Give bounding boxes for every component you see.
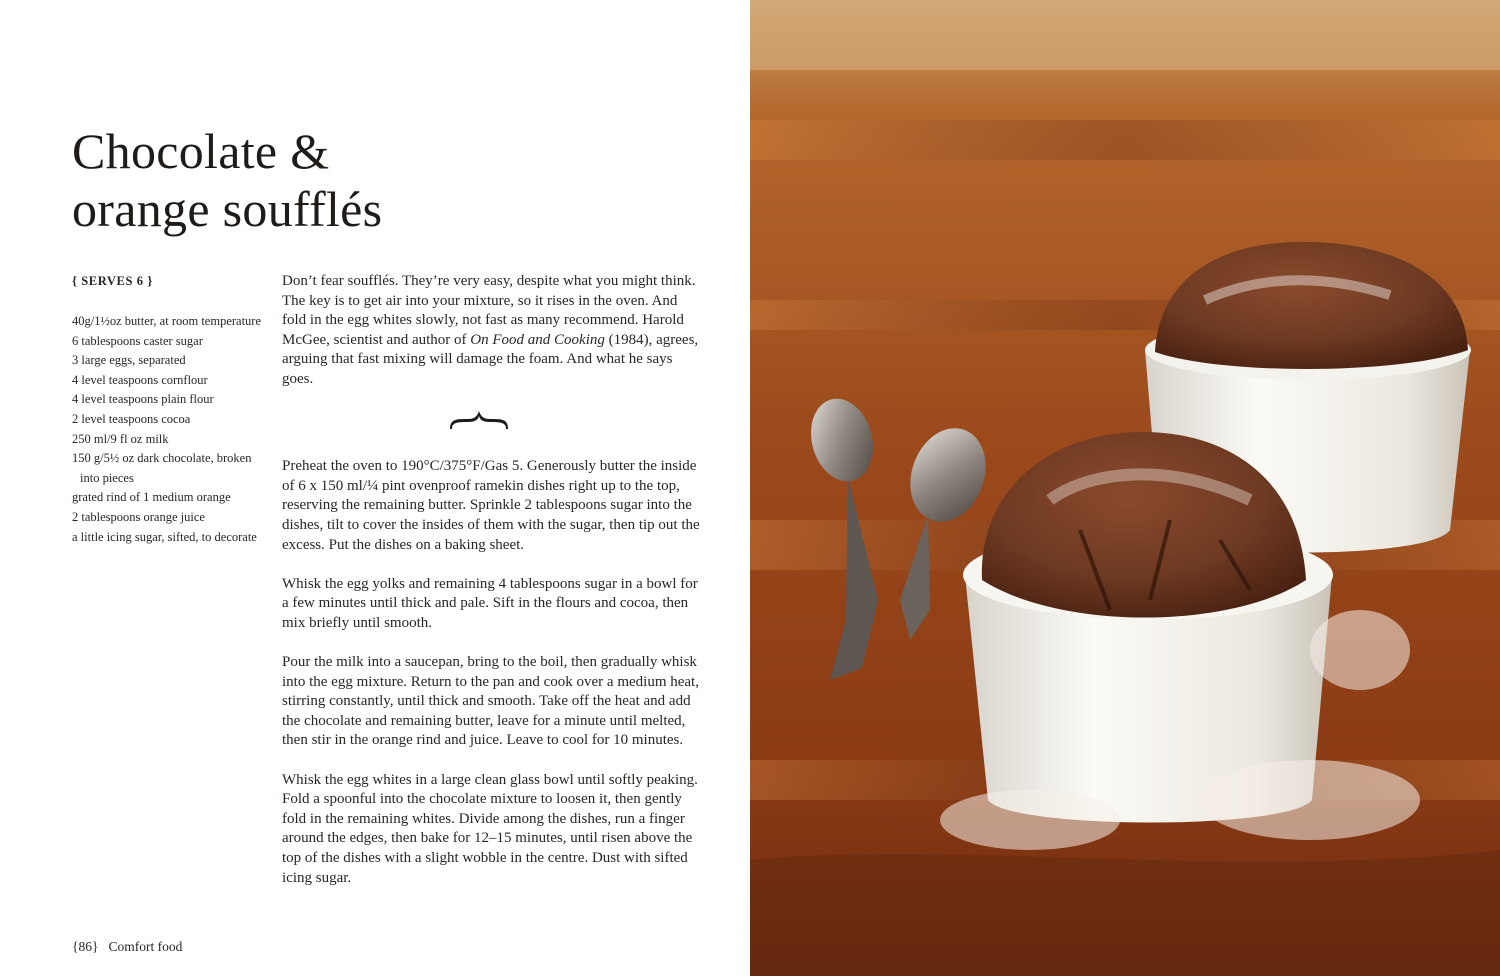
ingredient-item: a little icing sugar, sifted, to decorate (72, 529, 257, 544)
ingredient-item: grated rind of 1 medium orange (72, 490, 231, 505)
recipe-title (72, 122, 382, 238)
serves-label: { SERVES 6 } (72, 274, 153, 288)
method-step: Whisk the egg yolks and remaining 4 tablespoons sugar in a bowl for a few minutes until thick and pale. Sift in the flours and cocoa, then mix briefly until smooth. (282, 575, 698, 631)
section-name: Comfort food (108, 939, 183, 954)
ingredient-item: 40g/1½oz butter, at room temperature (72, 314, 262, 328)
ingredient-item: 250 ml/9 fl oz milk (72, 431, 169, 446)
method-step: Whisk the egg whites in a large clean glass bowl until softly peaking. Fold a spoonful into the chocolate mixture to loosen it, then gently fold in the remaining whites. Divide among the dishes, run a finger around the edges, then bake for 12–15 minutes, until risen above the top of the dishes with a slight wobble in the centre. Dust with sifted icing sugar. (282, 771, 698, 886)
intro-text-1: Don’t fear soufflés. They’re very easy, despite what you might think. The key is to get air into your mixture, so it rises in the oven. And fold in the egg whites slowly, not fast as many recommend. Harold McGee, scientist and author of (282, 273, 696, 348)
page-number: {86} (72, 939, 99, 954)
ingredient-item: 150 g/5½ oz dark chocolate, broken into pieces (72, 451, 252, 485)
ingredient-item: 2 level teaspoons cocoa (72, 411, 191, 426)
method-step: Pour the milk into a saucepan, bring to the boil, then gradually whisk into the egg mixture. Return to the pan and cook over a medium heat, stirring constantly, until thick and smooth. Take off the heat and add the chocolate and remaining butter, leave for a minute until melted, then stir in the orange rind and juice. Leave to cool for 10 minutes. (282, 654, 699, 749)
title-line-1: Chocolate & (72, 123, 330, 179)
book-title: On Food and Cooking (470, 331, 605, 348)
intro-text-2: (1984), agrees, arguing that fast mixing will damage the foam. And what he says goes. (282, 331, 699, 387)
ingredient-item: 4 level teaspoons plain flour (72, 392, 214, 407)
title-line-2: orange soufflés (72, 181, 383, 237)
recipe-body (282, 272, 702, 908)
intro-paragraph (282, 272, 702, 390)
ingredients-list (72, 312, 262, 547)
souffle-photo (750, 0, 1500, 976)
ingredient-item: 3 large eggs, separated (72, 353, 186, 368)
ornament-brace-icon (448, 409, 510, 433)
ingredient-item: 4 level teaspoons cornflour (72, 372, 208, 387)
ingredient-item: 6 tablespoons caster sugar (72, 333, 203, 348)
page-footer (72, 939, 182, 955)
method-step: Preheat the oven to 190°C/375°F/Gas 5. Generously butter the inside of 6 x 150 ml/¼ pint ovenproof ramekin dishes right up to the top, reserving the remaining butter. Sprinkle 2 tablespoons sugar into the dishes, tilt to cover the insides of them with the sugar, then tip out the excess. Put the dishes on a baking sheet. (282, 458, 700, 553)
ingredient-item: 2 tablespoons orange juice (72, 509, 205, 524)
